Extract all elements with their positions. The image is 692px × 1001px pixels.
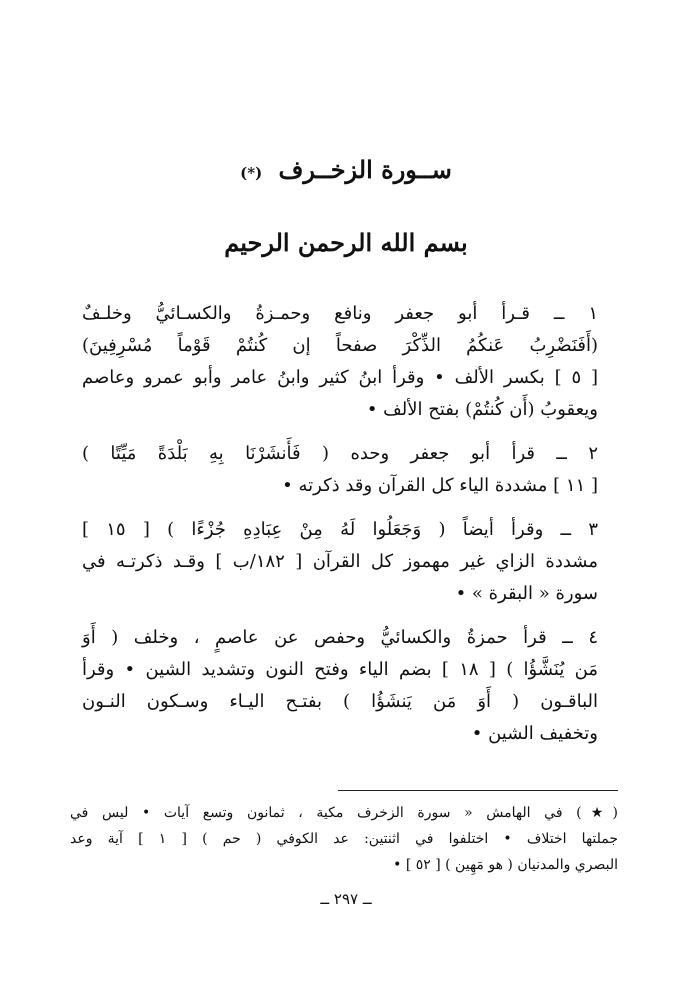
paragraph-3 [82, 514, 618, 610]
paragraph-1 [82, 298, 618, 426]
text-line: ٣ ــ وقرأ أيضاً ( وَجَعَلُوا لَهُ مِنْ عِبَادِهِ جُزْءًا ) [ ١٥ ] [82, 519, 598, 540]
text-line: [ ٥ ] بكسر الألف • وقرأ ابنُ كثير وابنُ عامر وأبو عمرو وعاصم [82, 367, 598, 388]
text-line: ٤ ــ قرأ حمزةُ والكسائيُّ وحفص عن عاصمٍ ، وخلف ( أَوَ [82, 627, 598, 648]
text-line: (أَفَنَضْرِبُ عَنكُمُ الذِّكْرَ صفحاً إن كُنتُمْ قَوْماً مُسْرِفِينَ) [82, 335, 598, 356]
text-line: وتخفيف الشين • [471, 723, 598, 744]
text-line: ٢ ــ قرأ أبو جعفر وحده ( فَأَنشَرْنَا بِهِ بَلْدَةً مَيِّتًا ) [82, 443, 598, 464]
surah-title-text: ســورة الزخــرف [278, 155, 452, 184]
text-line: ١ ــ قـرأ أبو جعفر ونافع وحمـزةُ والكسـائيُّ وخلـفٌ [82, 303, 598, 324]
text-line: مشددة الزاي غير مهموز كل القرآن [ ١٨٢/ب ] وقـد ذكرتـه في [82, 551, 599, 572]
text-line: الباقـون ( أَوَ مَن يَنشَؤُا ) بفتـح اليـاء وسـكون النـون [82, 691, 598, 712]
title-footnote-marker: (*) [240, 164, 263, 182]
text-line: مَن يُنَشَّؤُا ) [ ١٨ ] بضم الياء وفتح النون وتشديد الشين • وقرأ [82, 659, 598, 680]
footnote-line: جملتها اختلاف • اختلفوا في اثنتين: عد الكوفي ( حم ) [ ١ ] آية وعد [70, 831, 618, 847]
footnote [70, 800, 618, 878]
page-number: ــ ٢٩٧ ــ [320, 890, 372, 908]
paragraph-4 [82, 622, 618, 750]
basmala: بسم الله الرحمن الرحيم [224, 228, 468, 257]
surah-title [0, 155, 692, 184]
footnote-line: (★) في الهامش « سورة الزخرف مكية ، ثمانون وتسع آيات • ليس في [70, 805, 618, 821]
footnote-divider [338, 790, 618, 791]
paragraph-2 [82, 438, 618, 502]
footnote-line: البصري والمدنيان ( هو مَهِين ) [ ٥٢ ] • [393, 857, 618, 873]
text-line: [ ١١ ] مشددة الياء كل القرآن وقد ذكرته • [282, 475, 598, 496]
main-text [82, 298, 618, 762]
text-line: ويعقوبُ (أَن كُنتُمْ) بفتح الألف • [366, 399, 598, 420]
text-line: سورة « البقرة » • [455, 583, 598, 604]
